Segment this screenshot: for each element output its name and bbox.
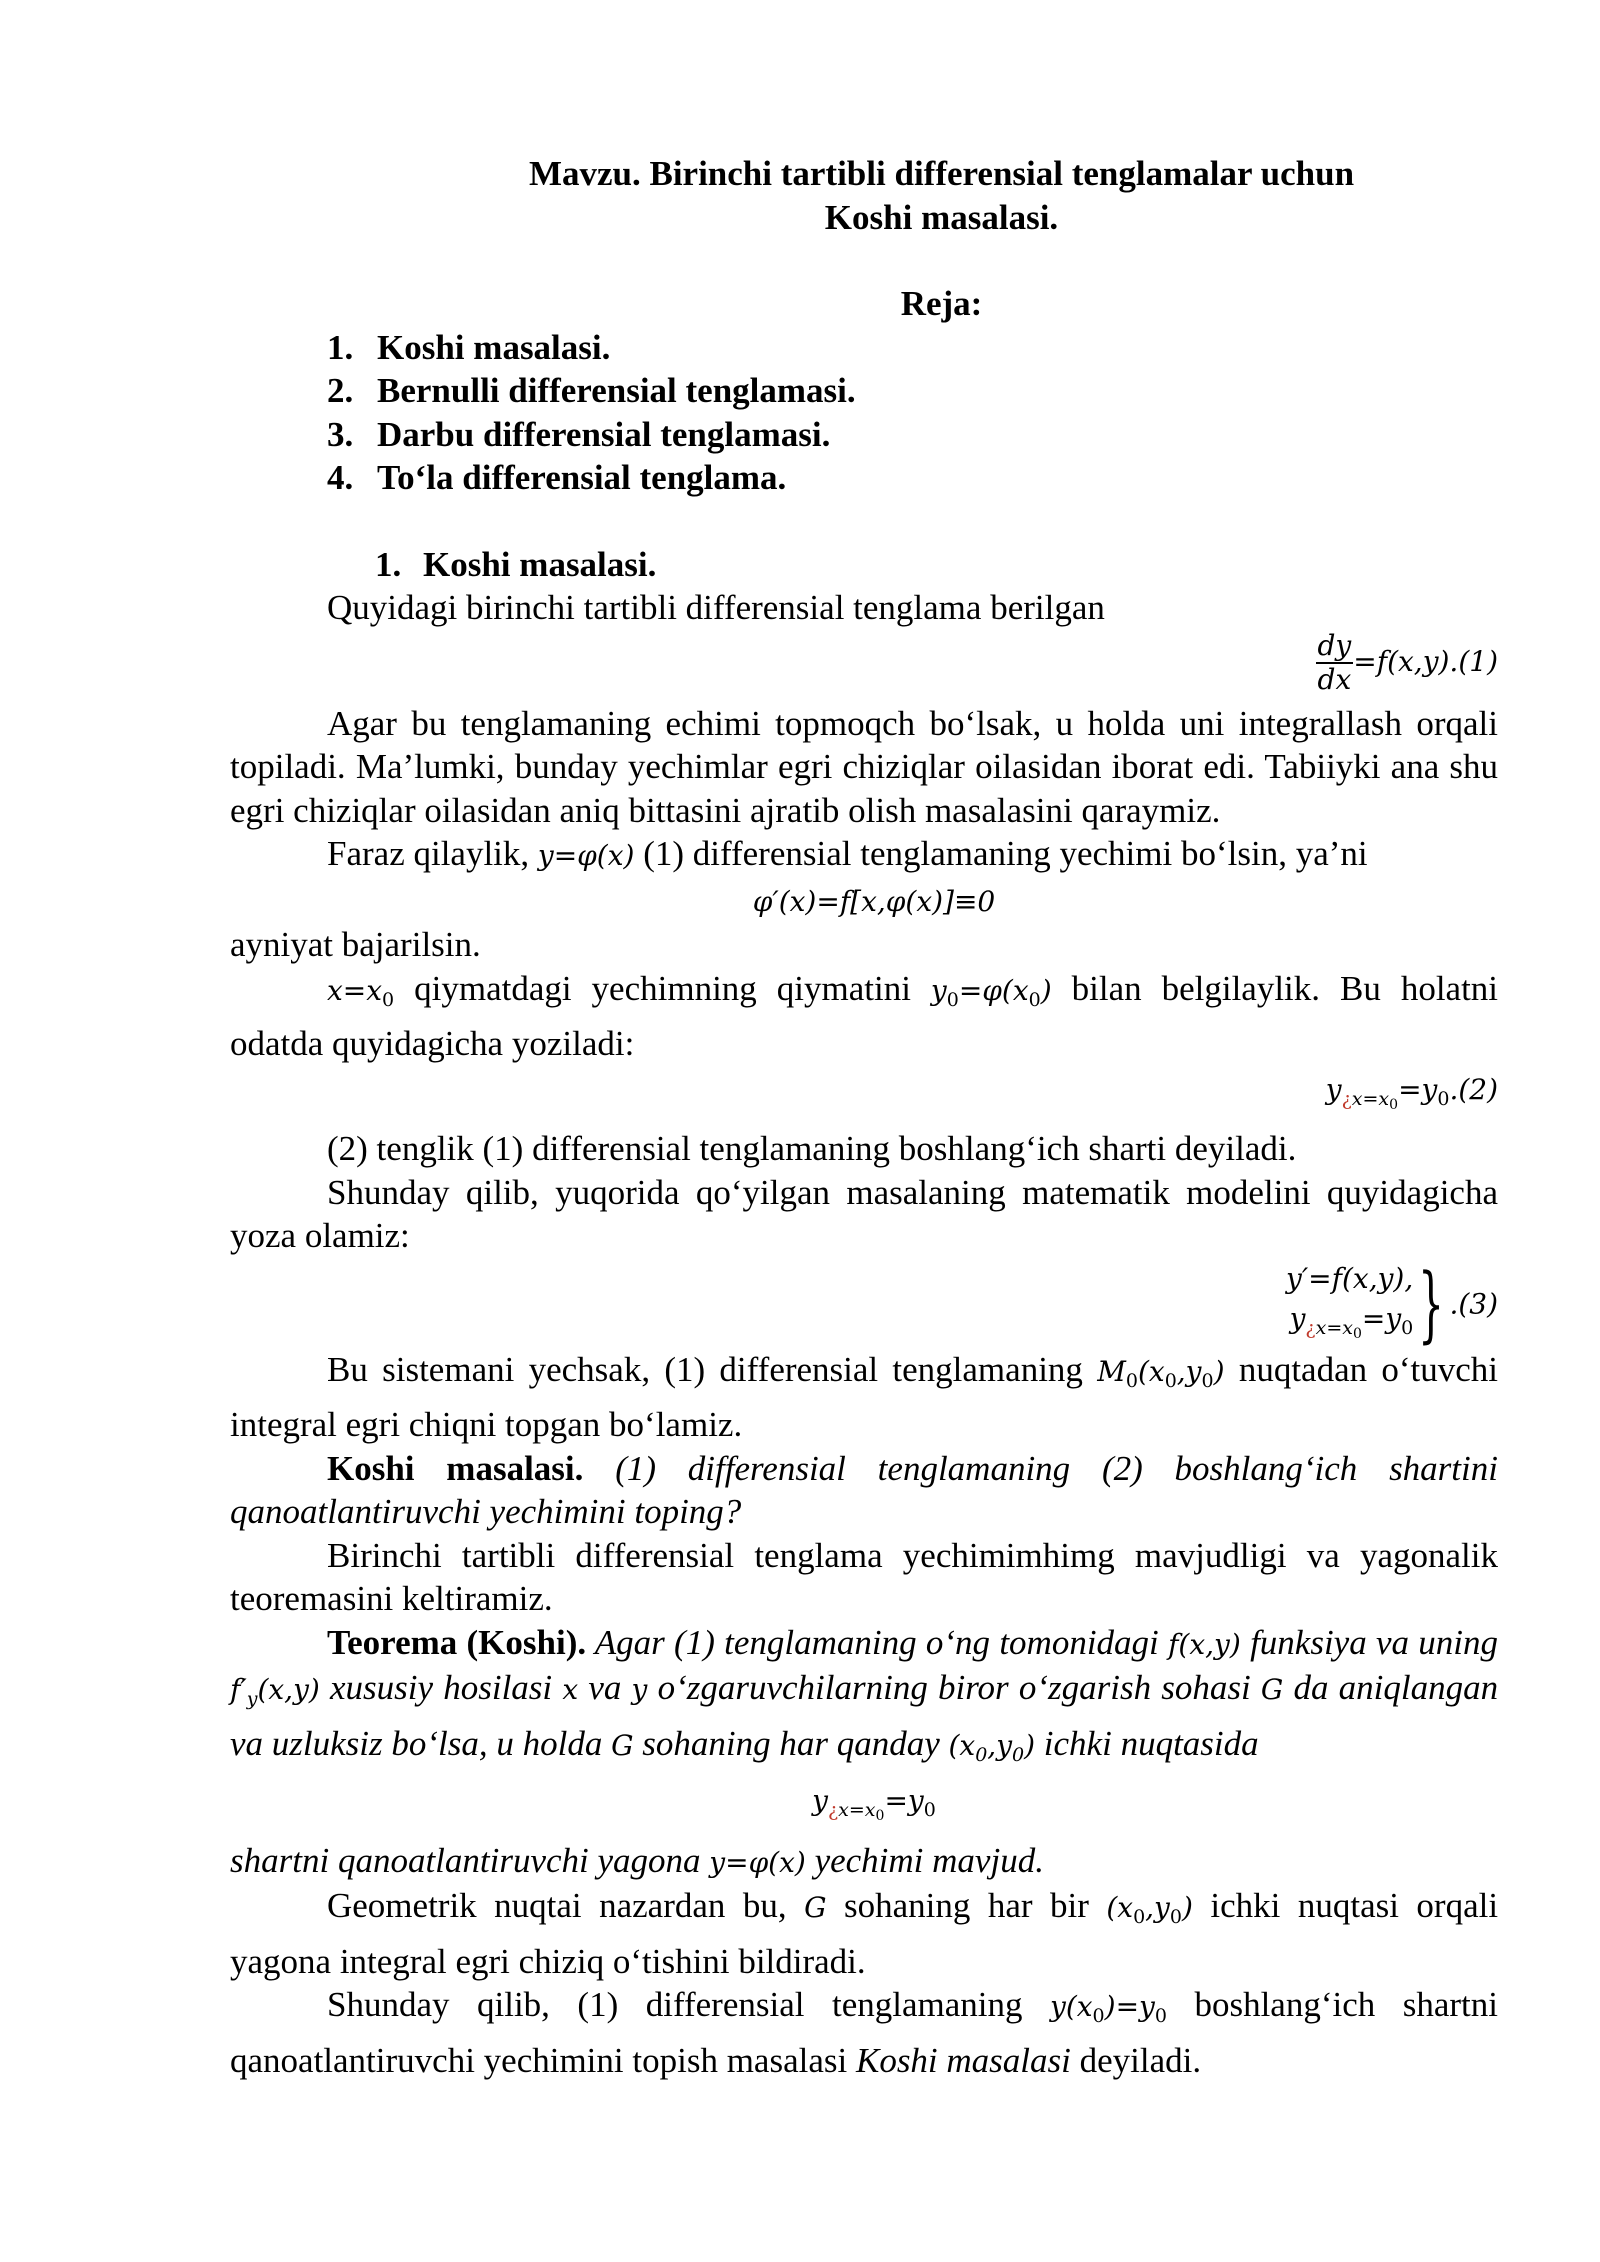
- paragraph-x0: [230, 967, 1498, 1066]
- equation-4: [230, 1777, 1498, 1839]
- teorema-text-c: xususiy hosilasi: [330, 1668, 553, 1707]
- plan-item: [230, 413, 1498, 457]
- geom-text-c: ichki nuqtasi orqali yagona integral egri chiziq o‘tishini bildiradi.: [230, 1886, 1499, 1981]
- eq2-rhs: =y: [1398, 1072, 1438, 1106]
- teorema-text-h: ichki nuqtasida: [1043, 1723, 1259, 1763]
- section-title: Koshi masalasi.: [423, 544, 657, 584]
- eq2-y: y: [1325, 1072, 1342, 1106]
- final-sub-2: 0: [1154, 2005, 1167, 2027]
- geom-math-2b: ,y: [1145, 1891, 1170, 1924]
- plan-list: [230, 326, 1498, 500]
- x0-text-b: bilan belgilaylik. Bu holatni odatda quyidagicha yoziladi:: [230, 968, 1499, 1063]
- bu-text-b: nuqtadan o‘tuvchi integral egri chiqni topgan bo‘lamiz.: [230, 1349, 1499, 1444]
- eq4-rhs: =y: [884, 1784, 924, 1817]
- final-italic-term: Koshi masalasi: [855, 2040, 1071, 2080]
- final-text-a: Shunday qilib, (1) differensial tenglamaning: [327, 1985, 1023, 2024]
- eq4-mark: ¿: [827, 1799, 839, 1821]
- eq4-rhs-sub: 0: [923, 1799, 936, 1821]
- bu-math-3: ,y: [1176, 1354, 1202, 1388]
- plan-item-number: 2.: [327, 371, 354, 410]
- system-line-2-cond: x=x: [1315, 1316, 1353, 1339]
- paragraph-koshi-problem: [230, 1447, 1498, 1534]
- teorema-math-2-sub: y: [246, 1688, 258, 1710]
- plan-item-number: 3.: [327, 414, 354, 454]
- identity-math: φ′(x)=f[x,φ(x)]≡0: [752, 884, 996, 918]
- teorema-text-g: sohaning har qanday: [642, 1723, 940, 1763]
- equation-1-denominator: dx: [1317, 662, 1352, 696]
- geom-math-2c: ): [1181, 1891, 1193, 1924]
- equation-identity: [230, 878, 1498, 924]
- geom-math-1: G: [804, 1891, 827, 1924]
- x0-sub-2: 0: [946, 988, 959, 1011]
- system-brace: }: [1418, 1257, 1445, 1352]
- bu-math-4: ): [1213, 1354, 1225, 1388]
- faraz-math: y=φ(x): [537, 839, 635, 872]
- geom-math-2-sub2: 0: [1169, 1906, 1182, 1928]
- x0-text-a: qiymatdagi yechimning qiymatini: [414, 968, 911, 1008]
- paragraph-intro: Quyidagi birinchi tartibli differensial tenglama berilgan: [327, 588, 1105, 627]
- teorema-text-b: funksiya va uning: [1250, 1622, 1499, 1662]
- plan-item-number: 4.: [327, 458, 354, 497]
- teorema-text-f: da aniqlangan va uzluksiz bo‘lsa, u holda: [230, 1668, 1499, 1763]
- x0-math-1: x=x: [327, 973, 383, 1007]
- system-lines: [1286, 1258, 1413, 1353]
- paragraph-geometrik: [230, 1884, 1498, 1983]
- system-tail: .(3): [1449, 1287, 1498, 1321]
- teorema-math-6: G: [611, 1728, 634, 1762]
- teorema-math-4: y: [631, 1673, 648, 1706]
- equation-1: [230, 630, 1498, 702]
- paragraph-shartni: [230, 1839, 1498, 1885]
- plan-item-text: To‘la differensial tenglama.: [377, 458, 787, 497]
- paragraph-bu: [230, 1348, 1498, 1447]
- bu-sub-3: 0: [1201, 1369, 1214, 1392]
- faraz-text-b: (1) differensial tenglamaning yechimi bo‘lsin, ya’ni: [643, 834, 1368, 873]
- teorema-math-7a: (x: [948, 1728, 976, 1762]
- paragraph-teorema: [230, 1621, 1498, 1778]
- bu-math-2: (x: [1137, 1354, 1165, 1388]
- faraz-text-a: Faraz qilaylik,: [327, 834, 530, 873]
- x0-sub-3: 0: [1028, 988, 1041, 1011]
- document-title: [230, 152, 1498, 239]
- plan-item-text: Koshi masalasi.: [377, 327, 611, 367]
- teorema-text-a: Agar (1) tenglamaning o‘ng tomonidagi: [594, 1622, 1159, 1662]
- eq2-cond: x=x: [1351, 1087, 1390, 1110]
- teorema-math-3: x: [562, 1673, 579, 1706]
- system-line-2-y: y: [1289, 1301, 1306, 1335]
- paragraph-birinchi: Birinchi tartibli differensial tenglama yechimimhimg mavjudligi va yagonalik teoremasini keltiramiz.: [230, 1535, 1498, 1618]
- system-line-2-rhs: =y: [1361, 1301, 1402, 1335]
- plan-item: [230, 456, 1498, 500]
- teorema-math-7b: ,y: [987, 1728, 1013, 1762]
- system-line-2-cond-sub: 0: [1352, 1325, 1362, 1342]
- plan-item: [230, 369, 1498, 413]
- teorema-math-5: G: [1260, 1673, 1284, 1706]
- final-math-1: y(x: [1050, 1990, 1093, 2023]
- shartni-text-b: yechimi mavjud.: [814, 1840, 1044, 1880]
- title-line-1: Mavzu. Birinchi tartibli differensial tenglamalar uchun: [528, 154, 1355, 193]
- system-line-2-mark: ¿: [1305, 1316, 1316, 1339]
- equation-3-system: [230, 1257, 1498, 1352]
- teorema-math-7-sub1: 0: [975, 1743, 988, 1766]
- system-line-1-math: y′=f(x,y),: [1286, 1261, 1414, 1295]
- koshi-label: Koshi masalasi.: [327, 1448, 584, 1488]
- title-line-2: Koshi masalasi.: [824, 197, 1059, 237]
- final-text-c: deyiladi.: [1079, 2040, 1202, 2080]
- paragraph-faraz: [230, 832, 1498, 878]
- final-sub-1: 0: [1092, 2005, 1105, 2027]
- paragraph-tenglik: (2) tenglik (1) differensial tenglamaning boshlang‘ich sharti deyiladi.: [327, 1129, 1297, 1168]
- plan-item: [230, 326, 1498, 370]
- plan-item-text: Bernulli differensial tenglamasi.: [377, 371, 856, 410]
- bu-sub-2: 0: [1164, 1369, 1177, 1392]
- plan-heading: Reja:: [900, 284, 983, 323]
- equation-2: [230, 1066, 1498, 1128]
- eq4-y: y: [812, 1784, 828, 1817]
- final-math-2: )=y: [1104, 1990, 1155, 2023]
- bu-sub-1: 0: [1125, 1369, 1138, 1392]
- teorema-text-d: va: [588, 1668, 622, 1707]
- geom-text-a: Geometrik nuqtai nazardan bu,: [327, 1886, 787, 1925]
- eq2-tail: .(2): [1449, 1072, 1498, 1106]
- teorema-math-2: f′: [230, 1673, 247, 1706]
- final-text-b: boshlang‘ich shartni qanoatlantiruvchi yechimini topish masalasi: [230, 1985, 1499, 2080]
- eq2-mark: ¿: [1341, 1087, 1352, 1110]
- bu-math-1: M: [1097, 1354, 1126, 1388]
- geom-math-2a: (x: [1106, 1891, 1134, 1924]
- teorema-label: Teorema (Koshi).: [327, 1622, 587, 1662]
- shartni-text-a: shartni qanoatlantiruvchi yagona: [230, 1840, 701, 1880]
- teorema-math-2b: (x,y): [257, 1673, 320, 1706]
- system-line-2-rhs-sub: 0: [1401, 1316, 1414, 1339]
- teorema-math-7-sub2: 0: [1012, 1743, 1025, 1766]
- eq2-rhs-sub: 0: [1437, 1087, 1450, 1110]
- x0-math-4: ): [1040, 973, 1052, 1007]
- paragraph-shunday: Shunday qilib, yuqorida qo‘yilgan masalaning matematik modelini quyidagicha yoza olamiz:: [230, 1172, 1498, 1255]
- paragraph-agar: Agar bu tenglamaning echimi topmoqch bo‘lsak, u holda uni integrallash orqali topiladi. Ma’lumki, bunday yechimlar egri chiziqlar oilasidan iborat edi. Tabiiyki ana shu egri chiziqlar oilasidan aniq bittasini ajratib olish masalasini qaraymiz.: [230, 703, 1498, 830]
- koshi-text: (1) differensial tenglamaning (2) boshlang‘ich shartini qanoatlantiruvchi yechimini toping?: [230, 1448, 1498, 1531]
- x0-math-3: =φ(x: [958, 973, 1029, 1007]
- x0-math-2: y: [930, 973, 947, 1007]
- equation-1-fraction: [1316, 630, 1354, 696]
- teorema-text-e: o‘zgaruvchilarning biror o‘zgarish sohasi: [657, 1668, 1251, 1707]
- plan-item-number: 1.: [327, 327, 354, 367]
- eq2-cond-sub: 0: [1389, 1096, 1399, 1113]
- teorema-math-1: f(x,y): [1168, 1627, 1241, 1661]
- teorema-math-7c: ): [1024, 1728, 1036, 1762]
- system-line-2: [1286, 1298, 1413, 1353]
- shartni-math: y=φ(x): [709, 1845, 806, 1879]
- eq4-cond: x=x: [838, 1799, 876, 1821]
- equation-1-numerator: dy: [1317, 628, 1352, 662]
- geom-math-2-sub1: 0: [1133, 1906, 1146, 1928]
- plan-item-text: Darbu differensial tenglamasi.: [377, 414, 831, 454]
- paragraph-final: [230, 1983, 1498, 2082]
- bu-text-a: Bu sistemani yechsak, (1) differensial tenglamaning: [327, 1349, 1083, 1389]
- eq4-cond-sub: 0: [875, 1808, 885, 1824]
- geom-text-b: sohaning har bir: [843, 1886, 1089, 1925]
- equation-1-rhs: =f(x,y).(1): [1353, 644, 1498, 678]
- x0-sub-1: 0: [382, 988, 395, 1011]
- document-page: [230, 152, 1498, 2082]
- paragraph-ayniyat: ayniyat bajarilsin.: [230, 925, 481, 964]
- system-line-1: [1286, 1258, 1413, 1298]
- section-number: 1.: [375, 544, 402, 584]
- section-heading: [230, 543, 1498, 587]
